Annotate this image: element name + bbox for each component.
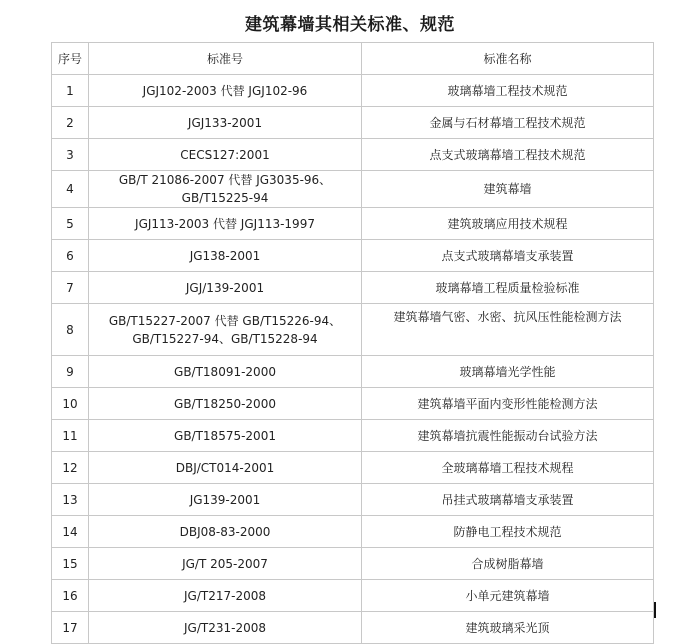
table-row	[52, 516, 654, 548]
code-line: JG/T 205-2007	[182, 556, 268, 571]
cell-name: 建筑幕墙气密、水密、抗风压性能检测方法	[362, 304, 654, 356]
cell-name: 防静电工程技术规范	[362, 516, 654, 548]
cell-code	[89, 420, 362, 452]
code-line: JGJ/139-2001	[185, 280, 265, 295]
code-line: JGJ102-2003 代替 JGJ102-96	[142, 83, 308, 98]
cell-code	[89, 171, 362, 208]
code-line: JG/T231-2008	[184, 620, 266, 635]
code-line: CECS127:2001	[180, 147, 270, 162]
table-row	[52, 107, 654, 139]
code-line: JG138-2001	[189, 248, 261, 263]
cell-seq: 10	[52, 388, 89, 420]
cell-code	[89, 388, 362, 420]
cell-seq: 14	[52, 516, 89, 548]
code-line: DBJ08-83-2000	[179, 524, 271, 539]
cell-name: 建筑幕墙抗震性能振动台试验方法	[362, 420, 654, 452]
cell-code	[89, 516, 362, 548]
cell-name: 建筑幕墙	[362, 171, 654, 208]
cell-name: 合成树脂幕墙	[362, 548, 654, 580]
cell-seq: 16	[52, 580, 89, 612]
cell-name: 玻璃幕墙光学性能	[362, 356, 654, 388]
cell-code	[89, 139, 362, 171]
cell-seq: 4	[52, 171, 89, 208]
table-row	[52, 388, 654, 420]
header-seq: 序号	[52, 43, 89, 75]
table-header-row	[52, 43, 654, 75]
cell-seq: 1	[52, 75, 89, 107]
cell-seq: 15	[52, 548, 89, 580]
cell-seq: 5	[52, 208, 89, 240]
code-line: DBJ/CT014-2001	[175, 460, 275, 475]
text-cursor	[654, 602, 656, 618]
cell-code	[89, 304, 362, 356]
table-row	[52, 208, 654, 240]
cell-code	[89, 612, 362, 644]
cell-seq: 9	[52, 356, 89, 388]
code-line: GB/T18575-2001	[174, 428, 276, 443]
code-line: GB/T18250-2000	[174, 396, 276, 411]
cell-code	[89, 580, 362, 612]
table-row	[52, 548, 654, 580]
cell-name: 建筑玻璃采光顶	[362, 612, 654, 644]
table-row	[52, 580, 654, 612]
cell-name: 玻璃幕墙工程质量检验标准	[362, 272, 654, 304]
cell-seq: 2	[52, 107, 89, 139]
code-line: JG139-2001	[189, 492, 261, 507]
table-row	[52, 171, 654, 208]
cell-name: 点支式玻璃幕墙支承装置	[362, 240, 654, 272]
cell-code	[89, 548, 362, 580]
cell-code	[89, 484, 362, 516]
table-row	[52, 484, 654, 516]
code-line: GB/T18091-2000	[174, 364, 276, 379]
cell-name: 建筑玻璃应用技术规程	[362, 208, 654, 240]
table-row	[52, 612, 654, 644]
cell-seq: 11	[52, 420, 89, 452]
cell-code	[89, 240, 362, 272]
cell-code	[89, 272, 362, 304]
code-line: JGJ113-2003 代替 JGJ113-1997	[135, 216, 315, 231]
cell-name: 小单元建筑幕墙	[362, 580, 654, 612]
table-row	[52, 75, 654, 107]
cell-name: 吊挂式玻璃幕墙支承装置	[362, 484, 654, 516]
table-row	[52, 356, 654, 388]
cell-seq: 8	[52, 304, 89, 356]
code-line: GB/T15227-2007 代替 GB/T15226-94、	[108, 313, 342, 328]
cell-name: 全玻璃幕墙工程技术规程	[362, 452, 654, 484]
cell-seq: 3	[52, 139, 89, 171]
code-line: JGJ133-2001	[187, 115, 263, 130]
cell-seq: 6	[52, 240, 89, 272]
cell-name: 玻璃幕墙工程技术规范	[362, 75, 654, 107]
cell-code	[89, 75, 362, 107]
header-code: 标准号	[89, 43, 362, 75]
cell-code	[89, 356, 362, 388]
table-row	[52, 452, 654, 484]
cell-seq: 12	[52, 452, 89, 484]
cell-code	[89, 107, 362, 139]
cell-seq: 13	[52, 484, 89, 516]
table-row	[52, 139, 654, 171]
cell-seq: 7	[52, 272, 89, 304]
cell-code	[89, 208, 362, 240]
cell-name: 金属与石材幕墙工程技术规范	[362, 107, 654, 139]
cell-name: 建筑幕墙平面内变形性能检测方法	[362, 388, 654, 420]
table-row	[52, 304, 654, 356]
table-row	[52, 272, 654, 304]
standards-table	[51, 42, 654, 644]
cell-seq: 17	[52, 612, 89, 644]
code-line-2: GB/T15227-94、GB/T15228-94	[132, 331, 318, 346]
code-line: JG/T217-2008	[184, 588, 266, 603]
cell-code	[89, 452, 362, 484]
code-line: GB/T 21086-2007 代替 JG3035-96、GB/T15225-94	[118, 173, 332, 205]
page-title: 建筑幕墙其相关标准、规范	[245, 15, 455, 35]
table-row	[52, 240, 654, 272]
header-name: 标准名称	[362, 43, 654, 75]
table-body	[52, 75, 654, 644]
cell-name: 点支式玻璃幕墙工程技术规范	[362, 139, 654, 171]
table-row	[52, 420, 654, 452]
